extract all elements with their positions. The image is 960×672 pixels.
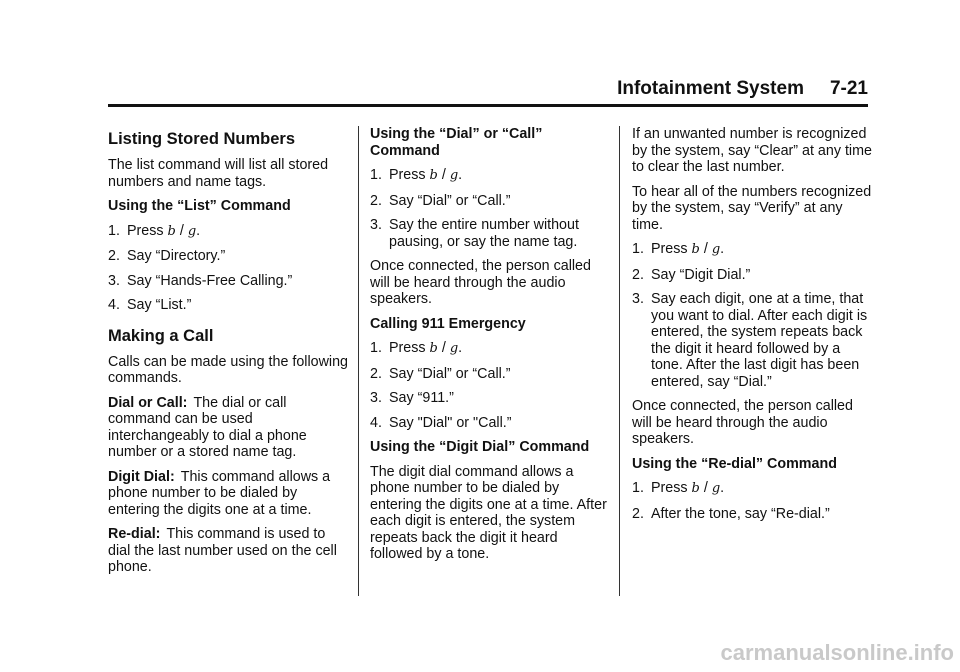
list-item bbox=[370, 415, 610, 432]
list-item bbox=[632, 267, 872, 284]
icon-separator: / bbox=[441, 167, 446, 183]
step-number: 3. bbox=[370, 390, 382, 406]
phone-button-icon: b bbox=[691, 481, 700, 496]
list-item bbox=[632, 506, 872, 523]
paragraph: The digit dial command allows a phone number to be dialed by entering the digits one at a time. After each digit is entered, the system repeats back the digit it heard followed by a tone. bbox=[370, 463, 607, 562]
icon-separator: / bbox=[703, 241, 708, 257]
list-item bbox=[370, 167, 610, 185]
push-to-talk-icon: g bbox=[187, 223, 197, 239]
list-item bbox=[108, 248, 348, 265]
definition-text: This command allows a phone number to be dialed by entering the digits one at a time. bbox=[108, 468, 331, 518]
step-number: 2. bbox=[632, 505, 644, 522]
step-number: 1. bbox=[370, 167, 382, 183]
subheading: Using the “List” Command bbox=[108, 198, 291, 214]
subheading: Using the “Dial” or “Call” Command bbox=[370, 126, 543, 159]
phone-button-icon: b bbox=[429, 168, 438, 183]
column-2 bbox=[370, 126, 610, 571]
step-text: Press b / g. bbox=[651, 480, 725, 496]
definition-digit bbox=[108, 469, 348, 519]
list-item bbox=[370, 366, 610, 383]
step-text: Press b / g. bbox=[651, 241, 725, 257]
step-label: Press bbox=[127, 222, 164, 239]
term: Digit Dial: bbox=[108, 468, 175, 485]
phone-button-icon: b bbox=[167, 223, 176, 239]
step-number: 3. bbox=[632, 291, 644, 307]
paragraph: Once connected, the person called will be heard through the audio speakers. bbox=[632, 398, 853, 447]
paragraph: To hear all of the numbers recognized by the system, say “Verify” at any time. bbox=[632, 183, 872, 233]
step-number: 2. bbox=[370, 192, 382, 209]
icon-separator: / bbox=[703, 480, 708, 496]
step-number: 2. bbox=[108, 248, 120, 264]
definition-text: The dial or call command can be used interchangeably to dial a phone number or a stored name tag. bbox=[108, 394, 307, 460]
step-number: 1. bbox=[632, 480, 644, 496]
term: Dial or Call: bbox=[108, 394, 188, 411]
step-text: Press b / g. bbox=[127, 222, 201, 239]
heading-making-call: Making a Call bbox=[108, 326, 214, 345]
list-item bbox=[108, 297, 348, 314]
step-text: Say each digit, one at a time, that you want to dial. After each digit is entered, the system repeats back the digit it heard followed by a tone. After the last digit has been entered, say “Dial.” bbox=[651, 291, 868, 390]
paragraph: If an unwanted number is recognized by the system, say “Clear” at any time to clear the last number. bbox=[632, 126, 872, 175]
definition-dial bbox=[108, 395, 348, 461]
step-label: Press bbox=[389, 340, 426, 356]
list-item bbox=[632, 291, 872, 390]
phone-button-icon: b bbox=[691, 242, 700, 257]
step-text: Say “Dial” or “Call.” bbox=[389, 365, 511, 382]
step-number: 2. bbox=[370, 365, 382, 382]
definition-text: This command is used to dial the last number used on the cell phone. bbox=[108, 526, 337, 575]
step-text: Say "Dial" or "Call.” bbox=[389, 414, 512, 431]
step-text: Say “List.” bbox=[127, 297, 192, 313]
list-item bbox=[370, 340, 610, 358]
step-text: Press b / g. bbox=[389, 167, 463, 183]
step-label: Press bbox=[651, 241, 688, 257]
list-item bbox=[370, 390, 610, 407]
step-number: 1. bbox=[370, 340, 382, 356]
list-item bbox=[632, 480, 872, 498]
page-number: 7-21 bbox=[829, 78, 868, 99]
step-number: 3. bbox=[370, 217, 382, 233]
step-number: 4. bbox=[370, 414, 382, 431]
paragraph: The list command will list all stored numbers and name tags. bbox=[108, 157, 329, 190]
step-number: 1. bbox=[632, 241, 644, 257]
subheading: Calling 911 Emergency bbox=[370, 315, 526, 332]
step-label: Press bbox=[651, 480, 688, 496]
step-text: Say “Digit Dial.” bbox=[651, 266, 751, 283]
term: Re-dial: bbox=[108, 526, 161, 542]
column-1 bbox=[108, 126, 348, 584]
watermark: carmanualsonline.info bbox=[720, 640, 954, 665]
subheading: Using the “Re-dial” Command bbox=[632, 455, 837, 472]
paragraph: Once connected, the person called will be heard through the audio speakers. bbox=[370, 258, 591, 307]
push-to-talk-icon: g bbox=[449, 168, 459, 183]
column-3 bbox=[632, 126, 872, 530]
list-item bbox=[370, 217, 610, 250]
list-item bbox=[108, 273, 348, 290]
push-to-talk-icon: g bbox=[711, 242, 721, 257]
step-text: After the tone, say “Re-dial.” bbox=[651, 505, 830, 522]
column-divider bbox=[358, 126, 359, 596]
list-item bbox=[632, 241, 872, 259]
step-number: 4. bbox=[108, 297, 120, 313]
step-text: Say “Directory.” bbox=[127, 248, 226, 264]
icon-separator: / bbox=[441, 340, 446, 356]
step-text: Press b / g. bbox=[389, 340, 463, 356]
step-number: 1. bbox=[108, 222, 120, 239]
icon-separator: / bbox=[179, 222, 184, 239]
push-to-talk-icon: g bbox=[711, 481, 721, 496]
step-text: Say “Dial” or “Call.” bbox=[389, 192, 511, 209]
step-text: Say “911.” bbox=[389, 390, 454, 406]
step-text: Say “Hands-Free Calling.” bbox=[127, 272, 293, 289]
definition-redial bbox=[108, 526, 348, 576]
section-title: Infotainment System bbox=[617, 78, 804, 99]
phone-button-icon: b bbox=[429, 341, 438, 356]
step-number: 3. bbox=[108, 272, 120, 289]
push-to-talk-icon: g bbox=[449, 341, 459, 356]
subheading: Using the “Digit Dial” Command bbox=[370, 439, 590, 455]
list-item bbox=[370, 193, 610, 210]
step-text: Say the entire number without pausing, or say the name tag. bbox=[389, 217, 579, 250]
heading-listing: Listing Stored Numbers bbox=[108, 130, 296, 148]
step-label: Press bbox=[389, 167, 426, 183]
step-number: 2. bbox=[632, 266, 644, 283]
page-header bbox=[108, 78, 868, 107]
paragraph: Calls can be made using the following commands. bbox=[108, 353, 349, 386]
column-divider bbox=[619, 126, 620, 596]
list-item bbox=[108, 223, 348, 241]
